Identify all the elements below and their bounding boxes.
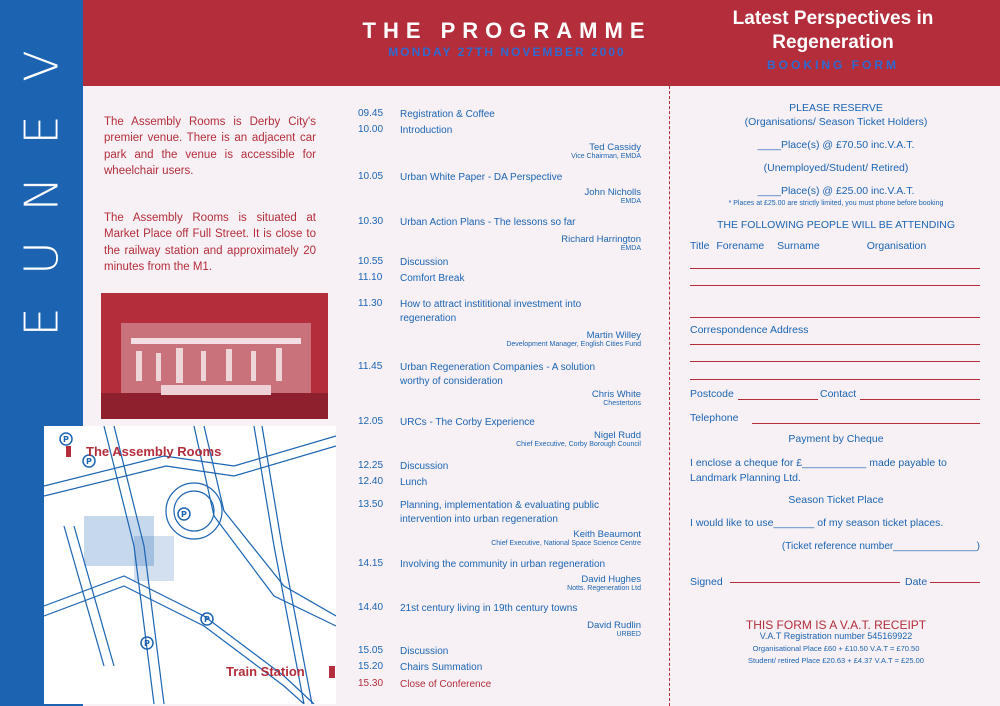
attending-heading: THE FOLLOWING PEOPLE WILL BE ATTENDING [716,219,956,231]
programme-title: Planning, implementation & evaluating public intervention into urban regeneration [400,500,600,525]
venue-letter: E [14,307,69,337]
programme-title: Introduction [400,125,453,136]
programme-time: 10.55 [358,256,384,267]
programme-time: 15.05 [358,645,384,656]
col-title: Title [690,240,710,252]
postcode-label: Postcode [690,388,734,400]
svg-text:P: P [204,615,210,624]
address-line[interactable] [690,361,980,362]
speaker-role: Chestertons [603,400,641,407]
col-forename: Forename [716,240,765,252]
vat-registration: V.A.T Registration number 545169922 [759,631,913,641]
programme-title: Involving the community in urban regeneration [400,559,606,570]
postcode-field[interactable] [738,399,818,400]
programme-speaker [358,330,641,348]
programme-title: Registration & Coffee [400,109,495,120]
programme-time: 10.30 [358,216,384,227]
programme-time: 12.05 [358,416,384,427]
cheque-line-1[interactable]: I enclose a cheque for £___________ made payable to [690,457,947,469]
vat-org-place: Organisational Place £60 + £10.50 V.A.T = £70.50 [752,644,920,653]
vat-receipt-title: THIS FORM IS A V.A.T. RECEIPT [745,618,927,632]
programme-time: 11.45 [358,361,383,372]
programme-speaker [358,529,641,547]
col-surname: Surname [777,240,820,252]
venue-letter: E [14,115,69,145]
vat-student-place: Student/ retired Place £20.63 + £4.37 V.A.T = £25.00 [748,656,924,665]
programme-title: THE PROGRAMME [362,18,652,43]
attendee-line[interactable] [690,285,980,286]
programme-time: 12.25 [358,460,384,471]
programme-speaker [358,187,641,205]
programme-title: Chairs Summation [400,662,483,673]
speaker-role: EMDA [620,245,641,252]
programme-time: 10.00 [358,124,384,135]
place-7050-field[interactable]: ____Place(s) @ £70.50 inc.V.A.T. [757,139,915,151]
tear-line [669,86,670,706]
map-label-assembly-rooms: The Assembly Rooms [86,444,222,459]
attendee-columns [690,240,982,252]
programme-time: 15.30 [358,678,384,689]
cheque-line-2: Landmark Planning Ltd. [690,472,801,484]
correspondence-label: Correspondence Address [690,324,809,336]
speaker-name: Ted Cassidy [589,142,641,153]
address-line[interactable] [690,379,980,380]
programme-time: 15.20 [358,661,384,672]
programme-title: Discussion [400,646,449,657]
event-title-line1: Latest Perspectives in [732,8,934,29]
programme-speaker [358,142,641,160]
speaker-role: Vice Chairman, EMDA [571,153,641,160]
event-title [688,7,978,55]
street-map [44,426,336,704]
programme-title: How to attract instititional investment into regeneration [400,299,582,324]
ticket-reference-field[interactable]: (Ticket reference number_______________) [781,541,980,552]
programme-title: Close of Conference [400,679,492,690]
map-label-train-station: Train Station [226,664,305,679]
programme-speaker [358,389,641,407]
contact-field[interactable] [860,399,980,400]
programme-time: 11.10 [358,272,383,283]
attendee-line[interactable] [690,268,980,269]
programme-title: Discussion [400,461,449,472]
programme-time: 11.30 [358,298,383,309]
limited-places-note: * Places at £25.00 are strictly limited, you must phone before booking [728,200,944,207]
please-reserve: PLEASE RESERVE [789,102,883,114]
payment-heading: Payment by Cheque [788,433,884,445]
speaker-name: John Nicholls [584,187,641,198]
venue-letter: U [14,241,69,275]
programme-time: 13.50 [358,499,384,510]
venue-photo [101,293,328,419]
svg-text:P: P [181,510,187,519]
venue-paragraph-1: The Assembly Rooms is Derby City's premier venue. There is an adjacent car park and the venue is accessible for wheelchair users. [104,116,316,177]
speaker-name: Chris White [591,389,641,400]
speaker-role: Chief Executive, Corby Borough Council [516,441,641,448]
programme-time: 12.40 [358,476,384,487]
programme-title: URCs - The Corby Experience [400,417,535,428]
speaker-name: David Hughes [581,574,641,585]
speaker-name: Richard Harrington [561,234,641,245]
venue-photo-image [101,293,328,419]
speaker-name: Martin Willey [586,330,641,341]
location-map [44,426,336,704]
place-2500-field[interactable]: ____Place(s) @ £25.00 inc.V.A.T. [757,185,915,197]
venue-letter: V [14,50,69,82]
address-line[interactable] [690,344,980,345]
programme-time: 14.15 [358,558,384,569]
unemployed-note: (Unemployed/Student/ Retired) [763,162,909,174]
telephone-label: Telephone [690,412,739,424]
speaker-role: URBED [616,631,641,638]
speaker-role: Chief Executive, National Space Science Centre [491,540,641,547]
speaker-name: Nigel Rudd [594,430,641,441]
speaker-role: EMDA [620,198,641,205]
event-title-line2: Regeneration [772,32,894,53]
programme-title: Urban White Paper - DA Perspective [400,172,563,183]
programme-speaker [358,620,641,638]
speaker-name: Keith Beaumont [573,529,641,540]
signature-line[interactable] [730,582,900,583]
venue-paragraph-2: The Assembly Rooms is situated at Market Place off Full Street. It is close to the railway station and approximately 20 minutes from the M1. [104,212,316,273]
svg-text:P: P [144,639,150,648]
programme-speaker [358,574,641,592]
programme-title: Urban Regeneration Companies - A solution worthy of consideration [400,362,596,387]
telephone-field[interactable] [752,423,980,424]
speaker-role: Development Manager, English Cities Fund [506,341,641,348]
svg-text:P: P [86,457,92,466]
speaker-name: David Rudlin [587,620,641,631]
programme-speaker [358,430,641,448]
programme-title: Urban Action Plans - The lessons so far [400,217,576,228]
booking-form-label: BOOKING FORM [767,58,899,72]
programme-time: 09.45 [358,108,384,119]
signed-label: Signed [690,576,723,588]
programme-time: 14.40 [358,602,384,613]
programme-title: Discussion [400,257,449,268]
date-label: Date [905,576,928,588]
date-field[interactable] [930,582,980,583]
season-use-field[interactable]: I would like to use_______ of my season ticket places. [690,517,944,529]
programme-time: 10.05 [358,171,384,182]
programme-title: Lunch [400,477,428,488]
programme-date: MONDAY 27TH NOVEMBER 2000 [388,45,626,59]
venue-letter: N [14,176,69,212]
season-heading: Season Ticket Place [788,494,884,506]
svg-text:P: P [63,435,69,444]
contact-label: Contact [820,388,857,400]
programme-title: 21st century living in 19th century towns [400,603,578,614]
attendee-line[interactable] [690,317,980,318]
col-organisation: Organisation [866,240,927,252]
speaker-role: Notts. Regeneration Ltd [567,585,641,592]
org-holders-note: (Organisations/ Season Ticket Holders) [744,116,928,128]
programme-title: Comfort Break [400,273,465,284]
programme-speaker [358,234,641,252]
